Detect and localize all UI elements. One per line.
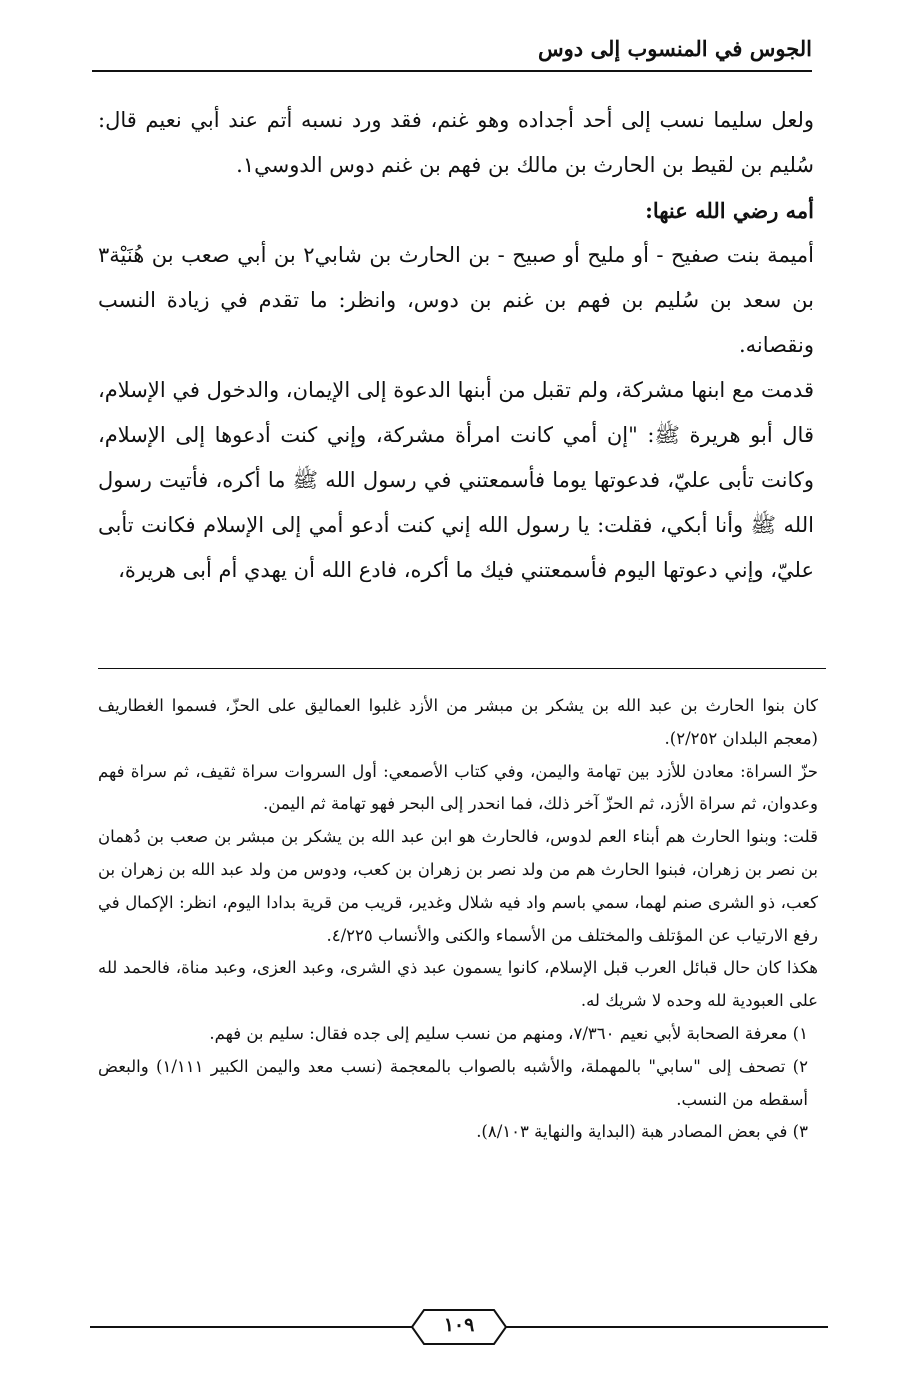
main-text <box>98 98 814 593</box>
paragraph-lineage: ولعل سليما نسب إلى أحد أجداده وهو غنم، فقد ورد نسبه أتم عند أبي نعيم قال: سُليم بن لقيط بن الحارث بن مالك بن فهم بن غنم دوس الدوسي١. <box>98 108 814 177</box>
footnotes <box>98 690 818 1149</box>
footnote-text: قلت: وبنوا الحارث هم أبناء العم لدوس، فالحارث هو ابن عبد الله بن يشكر بن مبشر بن صعب بن دُهمان بن نصر بن زهران، فبنوا الحارث هم من ولد نصر بن زهران بن كعب، ودوس من ولد عبد الله بن زهران بن كعب، ذو الشرى صنم لهما، سمي باسم واد فيه شلال وغدير، قريب من قرية بدادا اليوم، انظر: الإكمال في رفع الارتياب عن المؤتلف والمختلف من الأسماء والكنى والأنساب ٤/٢٢٥. <box>98 827 818 945</box>
paragraph-hadith: قدمت مع ابنها مشركة، ولم تقبل من أبنها الدعوة إلى الإيمان، والدخول في الإسلام، قال أبو هريرة ﷺ: "إن أمي كانت امرأة مشركة، وإني كنت أدعوها إلى الإسلام، وكانت تأبى عليّ، فدعوتها يوما فأسمعتني في رسول الله ﷺ ما أكره، فأتيت رسول الله ﷺ وأنا أبكي، فقلت: يا رسول الله إني كنت أدعو أمي إلى الإسلام فكانت تأبى عليّ، وإني دعوتها اليوم فأسمعتني فيك ما أكره، فادع الله أن يهدي أم أبى هريرة، <box>98 378 814 582</box>
header-rule <box>92 70 812 72</box>
page-footer <box>90 1302 828 1352</box>
footnote-3: ٣) في بعض المصادر هبة (البداية والنهاية ٨/١٠٣). <box>476 1122 808 1142</box>
paragraph-mother: أميمة بنت صفيح - أو مليح أو صبيح - بن الحارث بن شابي٢ بن أبي صعب بن هُنَيْة٣ بن سعد بن سُليم بن فهم بن غنم بن دوس، وانظر: ما تقدم في زيادة النسب ونقصانه. <box>98 243 814 357</box>
page-number: ١٠٩ <box>443 1314 475 1336</box>
footnote-separator <box>98 668 826 669</box>
footnote-2: ٢) تصحف إلى "سابي" بالمهملة، والأشبه بالصواب بالمعجمة (نسب معد واليمن الكبير ١/١١١) والبعض أسقطه من النسب. <box>98 1056 808 1109</box>
footnote-text: حزّ السراة: معادن للأزد بين تهامة واليمن، وفي كتاب الأصمعي: أول السروات سراة ثقيف، ثم سراة فهم وعدوان، ثم سراة الأزد، ثم الحزّ آخر ذلك، فما انحدر إلى البحر فهو تهامة ثم اليمن. <box>98 761 818 814</box>
running-header: الجوس في المنسوب إلى دوس <box>538 36 812 61</box>
footnote-text: كان بنوا الحارث بن عبد الله بن يشكر بن مبشر من الأزد غلبوا العماليق على الحزّ، فسموا الغطاريف (معجم البلدان ٢/٢٥٢). <box>98 696 818 748</box>
footnote-text: هكذا كان حال قبائل العرب قبل الإسلام، كانوا يسمون عبد ذي الشرى، وعبد العزى، وعبد مناة، فالحمد لله على العبودية لله وحده لا شريك له. <box>98 958 818 1011</box>
section-heading: أمه رضي الله عنها: <box>645 198 814 223</box>
footnote-1: ١) معرفة الصحابة لأبي نعيم ٧/٣٦٠، ومنهم من نسب سليم إلى جده فقال: سليم بن فهم. <box>209 1023 808 1043</box>
